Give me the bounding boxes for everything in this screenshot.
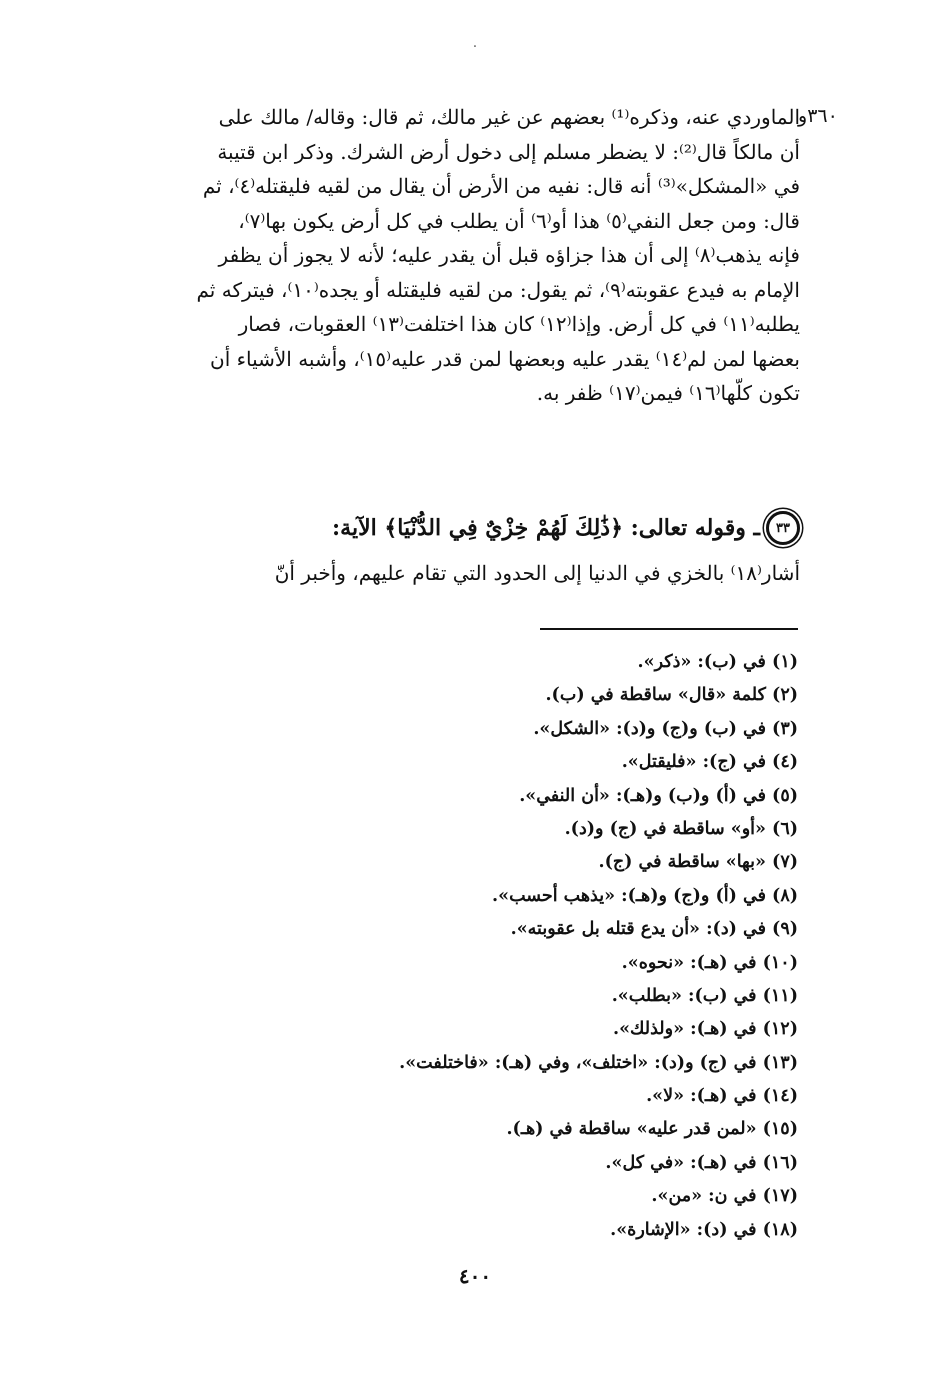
section-number-medallion: ٣٣ bbox=[766, 511, 800, 545]
text-line: تكون كلّها⁽١٦⁾ فيمن⁽١٧⁾ ظفر به. bbox=[536, 381, 800, 405]
section-heading-text: ـ وقوله تعالى: ﴿ذَٰلِكَ لَهُمْ خِزْيٌ فِي الدُّنْيَا﴾ الآية: bbox=[332, 515, 760, 541]
text-line: الإمام به فيدع عقوبته⁽٩⁾، ثم يقول: من لقيه فليقتله أو يجده⁽١٠⁾، فيتركه ثم bbox=[196, 277, 800, 302]
footnote: (٣) في (ب) و(ج) و(د): «الشكل». bbox=[533, 718, 798, 739]
footnote: (١١) في (ب): «بطلب». bbox=[611, 985, 798, 1006]
footnote-separator bbox=[540, 628, 798, 630]
manuscript-folio-marker: ٣٦٠و bbox=[798, 105, 838, 127]
footnote: (٩) في (د): «أن يدع قتله بل عقوبته». bbox=[510, 919, 798, 940]
footnote: (١٢) في (هـ): «ولذلك». bbox=[613, 1019, 798, 1040]
footnote: (١٣) في (ج) و(د): «اختلف»، وفي (هـ): «فاختلفت». bbox=[399, 1052, 798, 1073]
text-line: في «المشكل»⁽³⁾ أنه قال: نفيه من الأرض أن يقال من لقيه فليقتله⁽٤⁾، ثم bbox=[202, 174, 800, 198]
top-mark: · bbox=[472, 39, 478, 55]
text-line: بعضها لمن لم⁽١٤⁾ يقدر عليه وبعضها لمن قدر عليه⁽١٥⁾، وأشبه الأشياء أن bbox=[210, 346, 800, 371]
footnote: (٢) كلمة «قال» ساقطة في (ب). bbox=[545, 685, 798, 706]
text-line: أشار⁽١٨⁾ بالخزي في الدنيا إلى الحدود التي تقام عليهم، وأخبر أنّ bbox=[274, 561, 800, 585]
footnote: (٨) في (أ) و(ج) و(هـ): «يذهب أحسب». bbox=[492, 885, 798, 906]
footnote: (٥) في (أ) و(ب) و(هـ): «أن النفي». bbox=[519, 785, 798, 806]
footnote: (٤) في (ج): «فليقتل». bbox=[621, 752, 798, 773]
footnote: (٧) «بها» ساقطة في (ج). bbox=[598, 852, 798, 873]
footnote: (١٦) في (هـ): «في كل». bbox=[605, 1152, 798, 1173]
text-line: يطلبه⁽١١⁾ في كل أرض. وإذا⁽١٢⁾ كان هذا اختلفت⁽١٣⁾ العقوبات، فصار bbox=[238, 312, 800, 336]
text-line: فإنه يذهب⁽٨⁾ إلى أن هذا جزاؤه قبل أن يقدر عليه؛ لأنه لا يجوز أن يظفر bbox=[218, 243, 800, 267]
section-heading bbox=[52, 508, 800, 548]
text-line: قال: ومن جعل النفي⁽٥⁾ هذا أو⁽٦⁾ أن يطلب في كل أرض يكون بها⁽٧⁾، bbox=[238, 208, 800, 233]
footnote: (١٤) في (هـ): «لا». bbox=[646, 1086, 798, 1107]
footnotes bbox=[200, 646, 798, 1247]
footnote: (٦) «أو» ساقطة في (ج) و(د). bbox=[564, 818, 798, 839]
footnote: (١٧) في ن: «من». bbox=[651, 1186, 798, 1207]
footnote: (١) في (ب): «ذكر». bbox=[637, 652, 798, 672]
section-text bbox=[52, 556, 800, 591]
footnote: (١٨) في (د): «الإشارة». bbox=[610, 1219, 798, 1240]
text-line: أن مالكاً قال⁽²⁾: لا يضطر مسلم إلى دخول أرض الشرك. وذكر ابن قتيبة bbox=[217, 139, 800, 164]
main-text bbox=[52, 100, 800, 411]
footnote: (١٥) «لمن قدر عليه» ساقطة في (هـ). bbox=[506, 1119, 798, 1140]
page-number: ٤٠٠ bbox=[458, 1264, 492, 1288]
footnote: (١٠) في (هـ): «نحوه». bbox=[621, 952, 798, 973]
text-line: الماوردي عنه، وذكره⁽¹⁾ بعضهم عن غير مالك، ثم قال: وقاله/ مالك على bbox=[218, 105, 800, 129]
